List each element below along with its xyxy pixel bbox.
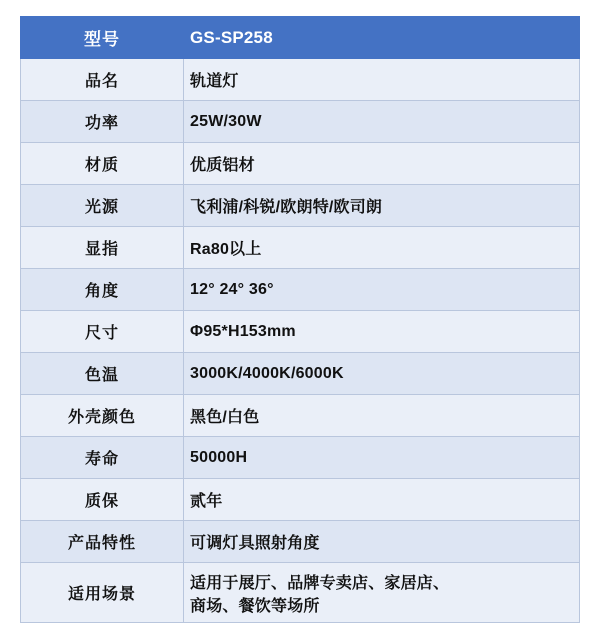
table-row (21, 59, 580, 101)
table-row (21, 563, 580, 623)
spec-value: 可调灯具照射角度 (184, 521, 580, 563)
spec-label: 显指 (21, 227, 184, 269)
spec-label: 材质 (21, 143, 184, 185)
spec-label: 尺寸 (21, 311, 184, 353)
spec-table-body (21, 17, 580, 623)
table-row (21, 395, 580, 437)
table-row (21, 17, 580, 59)
table-row (21, 311, 580, 353)
spec-label: 适用场景 (21, 563, 184, 623)
spec-label: 光源 (21, 185, 184, 227)
table-row (21, 479, 580, 521)
table-row (21, 269, 580, 311)
table-row (21, 101, 580, 143)
spec-value: GS-SP258 (184, 17, 580, 59)
table-row (21, 227, 580, 269)
spec-label: 品名 (21, 59, 184, 101)
table-row (21, 185, 580, 227)
spec-value: 3000K/4000K/6000K (184, 353, 580, 395)
spec-value: 优质铝材 (184, 143, 580, 185)
spec-label: 型号 (21, 17, 184, 59)
spec-value: 飞利浦/科锐/欧朗特/欧司朗 (184, 185, 580, 227)
table-row (21, 437, 580, 479)
table-row (21, 143, 580, 185)
spec-value: 黑色/白色 (184, 395, 580, 437)
spec-value: 25W/30W (184, 101, 580, 143)
table-row (21, 353, 580, 395)
spec-value (184, 563, 580, 623)
spec-label: 产品特性 (21, 521, 184, 563)
table-row (21, 521, 580, 563)
spec-label: 色温 (21, 353, 184, 395)
spec-value: 贰年 (184, 479, 580, 521)
spec-value: 12° 24° 36° (184, 269, 580, 311)
spec-value: Ra80以上 (184, 227, 580, 269)
spec-label: 角度 (21, 269, 184, 311)
product-spec-table (20, 16, 580, 623)
spec-value: Φ95*H153mm (184, 311, 580, 353)
spec-label: 寿命 (21, 437, 184, 479)
spec-value: 50000H (184, 437, 580, 479)
spec-value: 轨道灯 (184, 59, 580, 101)
spec-label: 功率 (21, 101, 184, 143)
spec-value-line-2: 商场、餐饮等场所 (190, 597, 320, 615)
spec-value-line-1: 适用于展厅、品牌专卖店、家居店、 (190, 574, 450, 592)
spec-label: 质保 (21, 479, 184, 521)
spec-label: 外壳颜色 (21, 395, 184, 437)
